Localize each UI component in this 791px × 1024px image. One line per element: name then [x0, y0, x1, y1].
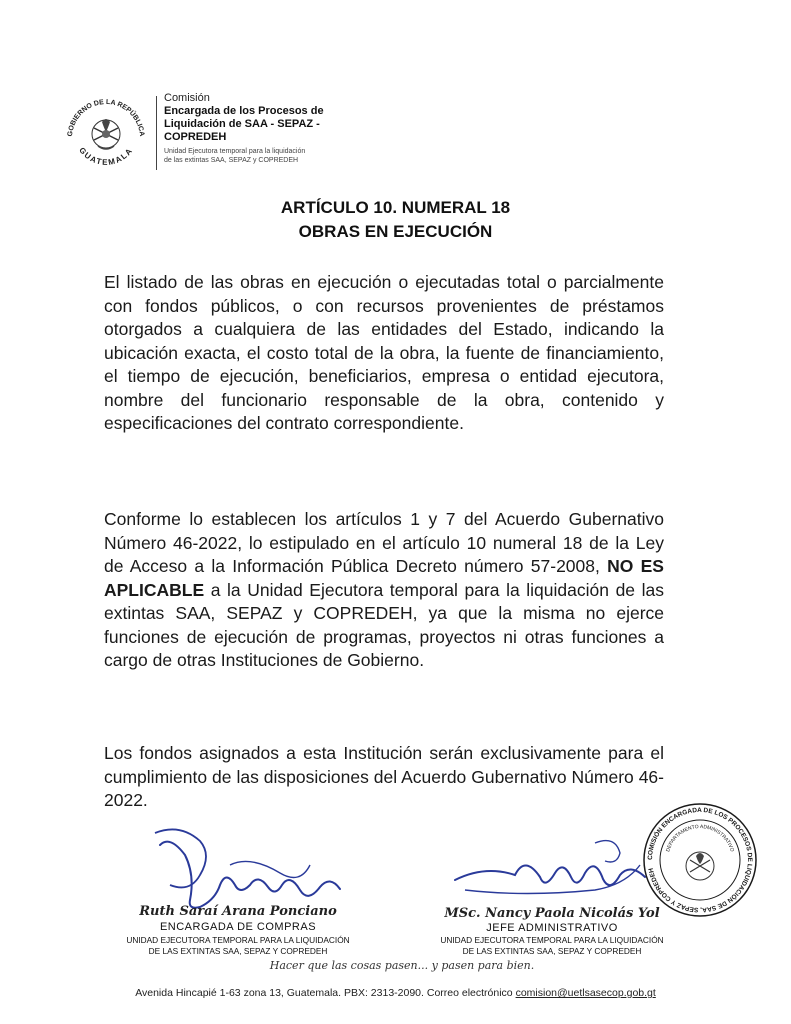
svg-text:GOBIERNO DE LA REPÚBLICA: GOBIERNO DE LA REPÚBLICA: [66, 98, 146, 137]
not-applicable-emphasis: NO ES APLICABLE: [104, 556, 664, 600]
header-sub-1: Unidad Ejecutora temporal para la liquidación: [164, 148, 306, 155]
paragraph-2-part-b: a la Unidad Ejecutora temporal para la liquidación de las extintas SAA, SEPAZ y COPREDEH, ya que la misma no ejerce funciones de ejecución de programas, proyectos ni otras funciones a cargo de otras Instituciones de Gobierno.: [104, 579, 664, 670]
header-line-1: Comisión: [164, 92, 210, 104]
header-line-4: COPREDEH: [164, 131, 227, 143]
right-signer-name: MSc. Nancy Paola Nicolás Yol: [444, 906, 660, 921]
institution-motto: Hacer que las cosas pasen... y pasen para bien.: [269, 959, 535, 972]
paragraph-1: El listado de las obras en ejecución o ejecutadas total o parcialmente con fondos públicos, o con recursos provenientes de préstamos otorgados a cualquiera de las entidades del Estado, indicando la ubicación exacta, el costo total de la obra, la fuente de financiamiento, el tiempo de ejecución, beneficiarios, empresa o entidad ejecutora, nombre del funcionario responsable de la obra, contenido y especificaciones del contrato correspondiente.: [104, 272, 664, 433]
left-handwritten-signature: [140, 815, 360, 915]
header-line-2: Encargada de los Procesos de: [164, 105, 324, 117]
footer-address: Avenida Hincapié 1-63 zona 13, Guatemala. PBX: 2313-2090. Correo electrónico: [135, 987, 516, 999]
right-signer-unit-1: UNIDAD EJECUTORA TEMPORAL PARA LA LIQUIDACIÓN: [440, 935, 664, 945]
header-line-3: Liquidación de SAA - SEPAZ -: [164, 118, 320, 130]
right-handwritten-signature: [445, 835, 655, 910]
official-stamp-icon: [640, 800, 760, 920]
document-title-line-2: OBRAS EN EJECUCIÓN: [298, 222, 493, 241]
svg-text:GUATEMALA: GUATEMALA: [77, 145, 135, 167]
left-signer-unit-2: DE LAS EXTINTAS SAA, SEPAZ Y COPREDEH: [148, 946, 328, 956]
footer-email-link[interactable]: comision@uetlsasecop.gob.gt: [515, 987, 656, 999]
institution-header: [164, 92, 364, 165]
left-signer-name: Ruth Saraí Arana Ponciano: [139, 904, 337, 919]
left-signer-unit-1: UNIDAD EJECUTORA TEMPORAL PARA LA LIQUIDACIÓN: [126, 935, 350, 945]
document-title-line-1: ARTÍCULO 10. NUMERAL 18: [280, 198, 511, 217]
page-footer: [0, 987, 791, 999]
paragraph-3: Los fondos asignados a esta Institución serán exclusivamente para el cumplimiento de las disposiciones del Acuerdo Gubernativo Número 46-2022.: [104, 743, 664, 810]
header-divider: [156, 96, 157, 170]
guatemala-seal-icon: [58, 88, 154, 184]
paragraph-2-part-a: Conforme lo establecen los artículos 1 y 7 del Acuerdo Gubernativo Número 46-2022, lo estipulado en el artículo 10 numeral 18 de la Ley de Acceso a la Información Pública Decreto número 57-2008,: [104, 509, 664, 576]
svg-text:DEPARTAMENTO ADMINISTRATIVO: DEPARTAMENTO ADMINISTRATIVO: [665, 823, 735, 853]
header-sub-2: de las extintas SAA, SEPAZ y COPREDEH: [164, 157, 299, 164]
right-signer-role: JEFE ADMINISTRATIVO: [486, 922, 618, 934]
svg-text:COMISIÓN ENCARGADA DE LOS PROC: COMISIÓN ENCARGADA DE LOS PROCESOS DE LIQUIDACIÓN DE SAA, SEPAZ Y COPREDEH: [646, 806, 754, 914]
left-signer-role: ENCARGADA DE COMPRAS: [159, 921, 317, 933]
right-signer-unit-2: DE LAS EXTINTAS SAA, SEPAZ Y COPREDEH: [462, 946, 642, 956]
paragraph-2: [104, 508, 664, 673]
